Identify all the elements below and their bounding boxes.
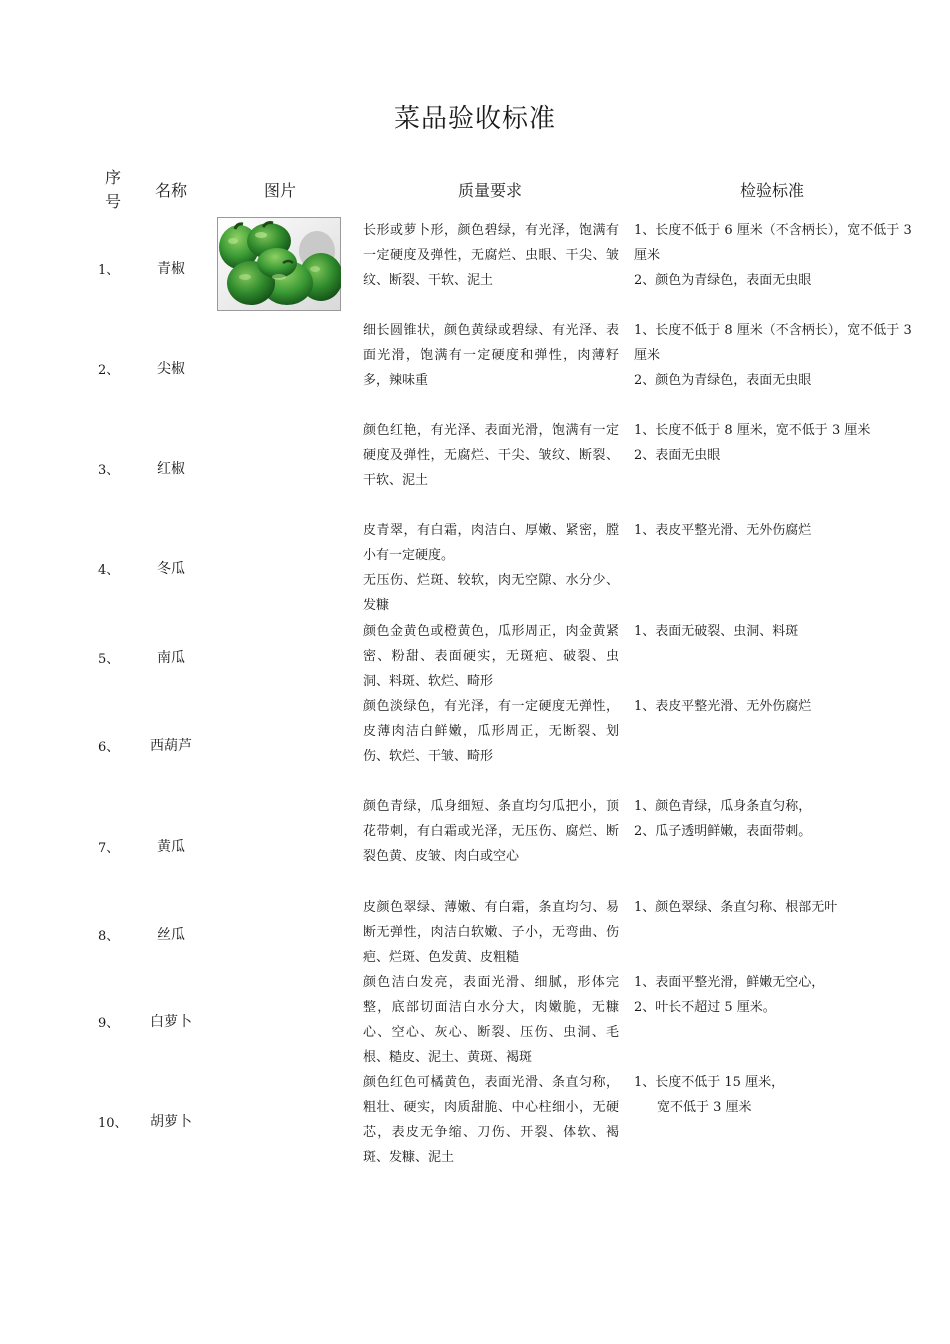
row-standard (634, 518, 914, 543)
standard-line: 1、长度不低于 8 厘米（不含柄长），宽不低于 3 厘米 (634, 323, 912, 363)
row-seq: 9、 (98, 1016, 120, 1031)
row-quality (363, 318, 619, 393)
row-standard (634, 418, 914, 468)
standard-line: 1、表皮平整光滑、无外伤腐烂 (634, 523, 812, 538)
quality-text: 颜色青绿，瓜身细短、条直均匀瓜把小，顶花带刺，有白霜或光泽，无压伤、腐烂、断裂色黄、皮皱、肉白或空心 (363, 799, 619, 864)
header-standard: 检验标准 (739, 181, 804, 200)
row-name: 红椒 (157, 461, 185, 477)
row-name: 尖椒 (157, 361, 185, 377)
header-seq (96, 166, 130, 214)
quality-text: 皮青翠，有白霜，肉洁白、厚嫩、紧密，膛小有一定硬度。 (363, 523, 619, 563)
header-seq-line1: 序 (104, 168, 121, 187)
standard-line: 2、颜色为青绿色，表面无虫眼 (634, 273, 812, 288)
standard-line: 1、长度不低于 6 厘米（不含柄长），宽不低于 3 厘米 (634, 223, 912, 263)
standard-line: 1、表面无破裂、虫洞、料斑 (634, 624, 799, 639)
header-quality: 质量要求 (457, 181, 522, 200)
row-standard (634, 895, 914, 920)
standard-line: 宽不低于 3 厘米 (657, 1100, 752, 1115)
quality-text: 长形或萝卜形，颜色碧绿，有光泽，饱满有一定硬度及弹性，无腐烂、虫眼、干尖、皱纹、断裂、干软、泥土 (363, 223, 619, 288)
standard-line: 1、长度不低于 8 厘米，宽不低于 3 厘米 (634, 423, 871, 438)
page-title: 菜品验收标准 (393, 104, 556, 134)
header-name: 名称 (154, 181, 187, 200)
header-seq-line2: 号 (104, 192, 121, 211)
row-name: 南瓜 (157, 650, 185, 666)
quality-text: 细长圆锥状，颜色黄绿或碧绿、有光泽、表面光滑，饱满有一定硬度和弹性，肉薄籽多，辣味重 (363, 323, 619, 388)
row-standard (634, 794, 914, 844)
row-name: 西葫芦 (150, 738, 192, 754)
row-name: 冬瓜 (157, 561, 185, 577)
row-quality (363, 970, 619, 1070)
standard-line: 2、叶长不超过 5 厘米。 (634, 1000, 776, 1015)
row-quality (363, 794, 619, 869)
standard-line: 1、颜色青绿，瓜身条直匀称， (634, 799, 812, 814)
standard-line: 2、表面无虫眼 (634, 448, 721, 463)
row-name: 黄瓜 (157, 839, 185, 855)
quality-text: 颜色红色可橘黄色，表面光滑、条直匀称，粗壮、硬实，肉质甜脆、中心柱细小，无硬芯，表皮无争缩、刀伤、开裂、体软、褐斑、发糠、泥土 (363, 1075, 619, 1165)
standard-line: 1、颜色翠绿、条直匀称、根部无叶 (634, 900, 838, 915)
row-seq: 3、 (98, 463, 120, 478)
row-standard (634, 218, 914, 293)
standard-line: 1、表皮平整光滑、无外伤腐烂 (634, 699, 812, 714)
row-quality (363, 1070, 619, 1170)
quality-text: 颜色洁白发亮，表面光滑、细腻，形体完整，底部切面洁白水分大，肉嫩脆，无糠心、空心、灰心、断裂、压伤、虫洞、毛根、糙皮、泥土、黄斑、褐斑 (363, 975, 619, 1065)
row-quality (363, 619, 619, 694)
row-standard (634, 694, 914, 719)
row-name: 丝瓜 (157, 927, 185, 943)
row-seq: 4、 (98, 563, 120, 578)
row-seq: 6、 (98, 740, 120, 755)
green-pepper-photo (217, 217, 341, 311)
row-name: 白萝卜 (150, 1014, 192, 1030)
quality-text: 皮颜色翠绿、薄嫩、有白霜，条直均匀、易断无弹性，肉洁白软嫩、子小，无弯曲、伤疤、烂斑、色发黄、皮粗糙 (363, 900, 619, 965)
row-seq: 1、 (98, 263, 120, 278)
row-seq: 5、 (98, 652, 120, 667)
row-standard (634, 619, 914, 644)
row-seq: 8、 (98, 929, 120, 944)
quality-text: 颜色红艳，有光泽、表面光滑，饱满有一定硬度及弹性，无腐烂、干尖、皱纹、断裂、干软、泥土 (363, 423, 619, 488)
row-seq: 7、 (98, 841, 120, 856)
header-picture: 图片 (263, 181, 296, 200)
row-standard (634, 1070, 914, 1120)
row-name: 胡萝卜 (150, 1114, 192, 1130)
standard-line: 1、长度不低于 15 厘米， (634, 1075, 785, 1090)
standard-line: 1、表面平整光滑，鲜嫩无空心， (634, 975, 825, 990)
row-quality (363, 418, 619, 493)
standard-line: 2、颜色为青绿色，表面无虫眼 (634, 373, 812, 388)
row-quality (363, 694, 619, 769)
row-standard (634, 970, 914, 1020)
quality-text: 颜色淡绿色，有光泽，有一定硬度无弹性，皮薄肉洁白鲜嫩，瓜形周正，无断裂、划伤、软烂、干皱、畸形 (363, 699, 619, 764)
row-quality (363, 218, 619, 293)
row-quality (363, 518, 619, 618)
quality-text: 无压伤、烂斑、较软，肉无空隙、水分少、发糠 (363, 573, 619, 613)
quality-text: 颜色金黄色或橙黄色，瓜形周正，肉金黄紧密、粉甜、表面硬实，无斑疤、破裂、虫洞、料斑、软烂、畸形 (363, 624, 619, 689)
row-seq: 10、 (98, 1116, 128, 1131)
row-name: 青椒 (157, 261, 185, 277)
standard-line: 2、瓜子透明鲜嫩，表面带刺。 (634, 824, 812, 839)
row-standard (634, 318, 914, 393)
row-seq: 2、 (98, 363, 120, 378)
row-quality (363, 895, 619, 970)
